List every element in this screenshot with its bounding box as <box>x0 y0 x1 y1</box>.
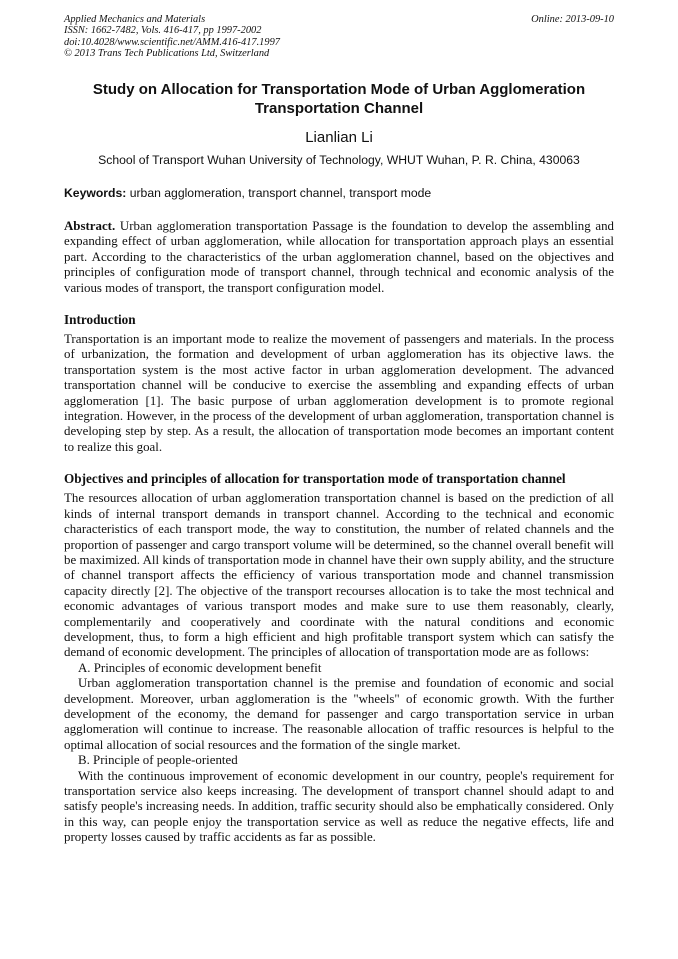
subsection-b-paragraph: With the continuous improvement of economic development in our country, people's requirement for transportation service also keeps increasing. The development of transport channel should adapt to and satisfy people's increasing needs. In addition, traffic security should also be emphatically considered. Only in this way, can people enjoy the transportation service as well as reduce the negative effects, life and property losses caused by traffic accidents as far as possible. <box>64 768 614 845</box>
journal-header <box>64 14 614 72</box>
journal-name: Applied Mechanics and Materials <box>64 14 206 25</box>
author-name: Lianlian Li <box>305 129 373 146</box>
online-date: Online: 2013-09-10 <box>531 14 614 25</box>
objectives-paragraph: The resources allocation of urban agglomeration transportation channel is based on the prediction of all kinds of internal transport demands in transport channel. According to the technical and economic characteristics of each transport mode, the way to constitution, the number of related channels and the proportion of passenger and cargo transport volume will be determined, so the channel overall benefit will be maximized. All kinds of transportation mode in channel have their own supply ability, and the structure of channel transport affects the efficiency of various transportation mode and channel transmission capacity directly [2]. The objective of the transport recourses allocation is to take the most technical and economic advantages of various transport modes and make sure to use them reasonably, clearly, complementarily and cooperatively and coordinate with the natural conditions and economic development, thus, to form a high efficient and high profitable transport system which can satisfy the demand of economic development. The principles of allocation of transportation mode are as follows: <box>64 491 614 660</box>
abstract <box>64 219 614 296</box>
keywords-text: urban agglomeration, transport channel, transport mode <box>129 186 432 200</box>
keywords <box>64 186 614 201</box>
paper-title: Study on Allocation for Transportation Mode of Urban Agglomeration Transportation Channel <box>92 81 586 117</box>
keywords-label: Keywords: <box>64 186 127 200</box>
journal-copyright: © 2013 Trans Tech Publications Ltd, Switzerland <box>64 48 270 60</box>
abstract-label: Abstract. <box>64 219 116 233</box>
subsection-title-b: B. Principle of people-oriented <box>78 753 238 768</box>
journal-issn: ISSN: 1662-7482, Vols. 416-417, pp 1997-2002 <box>64 25 262 37</box>
section-heading-introduction: Introduction <box>64 312 136 328</box>
paper-page <box>64 14 614 846</box>
abstract-text: Urban agglomeration transportation Passage is the foundation to develop the assembling and expanding effect of urban agglomeration, while allocation for transportation approach plays an essential part. According to the characteristics of the urban agglomeration channel, based on the objectives and principles of configuration mode of transport channel, through technical and economic analysis of the various modes of transport, the transport configuration model. <box>64 219 614 295</box>
journal-doi: doi:10.4028/www.scientific.net/AMM.416-417.1997 <box>64 36 280 48</box>
subsection-a-paragraph: Urban agglomeration transportation channel is the premise and foundation of economic and social development. Moreover, urban agglomeration is the "wheels" of economic growth. With the further development of the economy, the demand for passenger and cargo transportation service in urban agglomeration will continue to increase. The reasonable allocation of traffic resources is helpful to the optimal allocation of social resources and the formation of the single market. <box>64 676 614 752</box>
author-affiliation: School of Transport Wuhan University of Technology, WHUT Wuhan, P. R. China, 430063 <box>98 153 580 167</box>
section-heading-objectives: Objectives and principles of allocation for transportation mode of transportation channel <box>64 471 566 487</box>
subsection-title-a: A. Principles of economic development benefit <box>78 660 322 675</box>
journal-info <box>64 14 280 60</box>
introduction-paragraph: Transportation is an important mode to realize the movement of passengers and materials. In the process of urbanization, the formation and development of urban agglomeration has its objective laws. the transportation system is the most active factor in urban agglomeration development. The advanced transportation channel will be conducive to exercise the assembling and expanding effects of urban agglomeration [1]. The basic purpose of urban agglomeration development is to promote regional integration. However, in the process of the development of urban agglomeration, transportation channel is developing step by step. As a result, the allocation of transportation mode becomes an important content to realize this goal. <box>64 332 614 454</box>
